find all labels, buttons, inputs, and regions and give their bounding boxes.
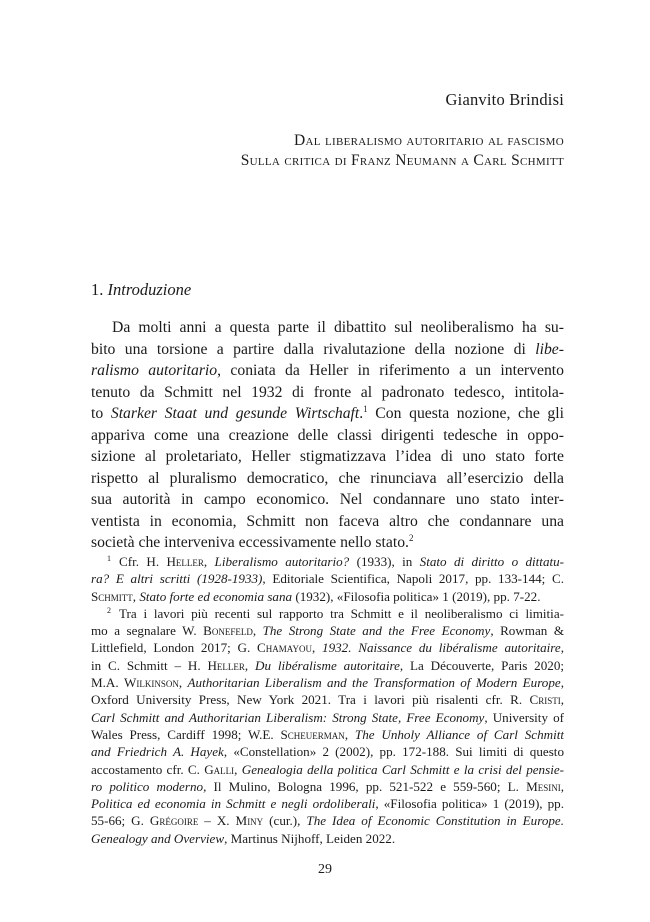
body-line: Da molti anni a questa parte il dibattito sul neoliberalismo ha su- <box>112 319 564 336</box>
footnote-mark-2: 2 <box>107 605 111 615</box>
title-line: Dal liberalismo autoritario al fascismo <box>294 132 564 149</box>
article-title <box>241 131 564 171</box>
footnote-line: Oxford University Press, New York 2021. Tra i lavori più risalenti cfr. R. Cristi, <box>91 692 564 708</box>
footnotes <box>91 553 564 847</box>
footnote-line: in C. Schmitt – H. Heller, Du libéralisme autoritaire, La Découverte, Paris 2020; <box>91 657 564 673</box>
body-paragraph <box>91 317 564 554</box>
footnote-line: Carl Schmitt and Authoritarian Liberalism: Strong State, Free Economy, University of <box>91 709 564 725</box>
footnote-line: ro politico moderno, Il Mulino, Bologna 1996, pp. 521-522 e 559-560; L. Mesini, <box>91 778 564 794</box>
body-line: sizione al proletariato, Heller stigmatizzava l’idea di uno stato forte <box>91 448 564 465</box>
footnote-ref-2: 2 <box>408 532 414 543</box>
footnote-line: Genealogy and Overview, Martinus Nijhoff, Leiden 2022. <box>91 830 396 846</box>
footnote-line: Littlefield, London 2017; G. Chamayou, 1932. Naissance du libéralisme autoritaire, <box>91 640 564 656</box>
section-number: 1. <box>91 280 104 299</box>
author-name: Gianvito Brindisi <box>445 90 564 109</box>
body-line: ventista in economia, Schmitt non faceva altro che condannare una <box>91 512 564 530</box>
section-title: Introduzione <box>107 280 192 299</box>
subtitle-line: Sulla critica di Franz Neumann a Carl Schmitt <box>240 152 564 169</box>
body-line: tenuto da Schmitt nel 1932 di fronte al padronato tedesco, intitola- <box>91 383 564 401</box>
body-line: ralismo autoritario, coniata da Heller in riferimento a un intervento <box>91 362 564 379</box>
footnote-mark-1: 1 <box>107 553 111 563</box>
footnote-ref-1: 1 <box>363 403 368 414</box>
body-line: to Starker Staat und gesunde Wirtschaft.$^1$ Con questa nozione, che gli <box>91 403 564 422</box>
page-number: 29 <box>318 862 332 877</box>
footnote-line: Wales Press, Cardiff 1998; W.E. Scheuerman, The Unholy Alliance of Carl Schmitt <box>91 726 564 742</box>
footnote-line: mo a segnalare W. Bonefeld, The Strong State and the Free Economy, Rowman & <box>91 623 564 639</box>
footnote-line: 55-66; G. Grégoire – X. Miny (cur.), The Idea of Economic Constitution in Europe. <box>91 813 564 829</box>
footnote-line: Politica ed economia in Schmitt e negli ordoliberali, «Filosofia politica» 1 (2019), pp. <box>91 796 564 812</box>
footnote-line: Schmitt, Stato forte ed economia sana (1932), «Filosofia politica» 1 (2019), pp. 7-22. <box>91 588 541 604</box>
body-line: bito una torsione a partire dalla rivalutazione della nozione di libe- <box>91 340 564 358</box>
footnote-line: ra? E altri scritti (1928-1933), Editoriale Scientifica, Napoli 2017, pp. 133-144; C. <box>91 571 564 587</box>
body-line: sua autorità in campo economico. Nel condannare uno stato inter- <box>91 491 564 508</box>
section-heading <box>91 280 191 300</box>
footnote-line: $^1$ Cfr. H. Heller, Liberalismo autoritario? (1933), in Stato di diritto o dittatu- <box>107 553 564 569</box>
footnote-line: and Friedrich A. Hayek, «Constellation» 2 (2002), pp. 172-188. Sui limiti di questo <box>91 744 564 760</box>
body-line: società che interveniva eccessivamente nello stato.$^2$ <box>91 532 414 551</box>
body-line: appariva come una creazione delle classi dirigenti tedesche in oppo- <box>91 426 564 444</box>
footnote-line: M.A. Wilkinson, Authoritarian Liberalism and the Transformation of Modern Europe, <box>91 675 564 691</box>
footnote-line: accostamento cfr. C. Galli, Genealogia della politica Carl Schmitt e la crisi del pensie- <box>91 761 564 777</box>
footnote-line: $^2$ Tra i lavori più recenti sul rapporto tra Schmitt e il neoliberalismo ci limitia- <box>107 605 564 621</box>
body-line: rispetto al pluralismo democratico, che rinunciava all’esercizio della <box>91 469 564 487</box>
